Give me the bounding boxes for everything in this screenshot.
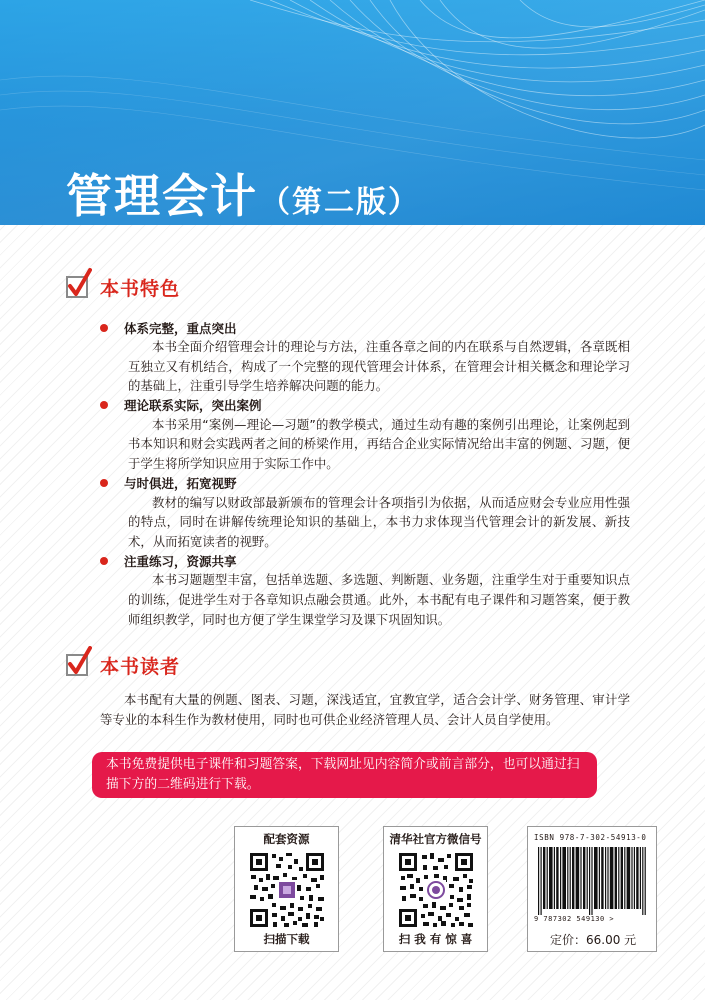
feature-title: 体系完整，重点突出 xyxy=(124,320,237,336)
feature-text: 教材的编写以财政部最新颁布的管理会计各项指引为依据，从而适应财会专业应用性强的特点，同时在讲解传统理论知识的基础上，本书力求体现当代管理会计的新发展、新技术，从而拓宽读者的视野。 xyxy=(128,494,630,549)
feature-text: 本书习题题型丰富，包括单选题、多选题、判断题、业务题，注重学生对于重要知识点的训练，促进学生对于各章知识点融会贯通。此外，本书配有电子课件和习题答案，便于教师组织教学，同时也方便了学生课堂学习及课下巩固知识。 xyxy=(128,572,630,627)
features-list xyxy=(100,318,630,629)
checkmark-icon xyxy=(66,646,92,676)
feature-text: 本书全面介绍管理会计的理论与方法，注重各章之间的内在联系与自然逻辑，各章既相互独立又有机结合，构成了一个完整的现代管理会计体系，在管理会计相关概念和理论学习的基础上，注重引导学生培养解决问题的能力。 xyxy=(128,339,630,394)
book-title xyxy=(66,160,420,223)
qr-wechat-box xyxy=(383,826,488,952)
download-notice: 本书免费提供电子课件和习题答案，下载网址见内容简介或前言部分，也可以通过扫描下方的二维码进行下载。 xyxy=(92,752,597,798)
feature-item xyxy=(100,396,630,474)
feature-title: 与时俱进，拓宽视野 xyxy=(124,476,237,492)
feature-item xyxy=(100,474,630,552)
qr-caption: 扫 我 有 惊 喜 xyxy=(398,932,473,946)
feature-text: 本书采用“案例—理论—习题”的教学模式，通过生动有趣的案例引出理论，让案例起到书本知识和财会实践两者之间的桥梁作用，再结合企业实际情况给出丰富的例题、习题，便于学生将所学知识应用于实际工作中。 xyxy=(128,416,630,471)
feature-item xyxy=(100,551,630,629)
book-edition: （第二版） xyxy=(260,185,420,220)
cover-banner xyxy=(0,0,705,225)
bullet-icon xyxy=(100,324,108,332)
features-heading-label: 本书特色 xyxy=(100,277,181,300)
price-label: 定价：66.00 元 xyxy=(550,933,637,947)
features-heading xyxy=(66,272,180,302)
checkbox-icon xyxy=(66,654,88,676)
qr-label: 配套资源 xyxy=(263,832,310,846)
readers-heading xyxy=(66,650,180,680)
bullet-icon xyxy=(100,401,108,409)
checkbox-icon xyxy=(66,276,88,298)
isbn-number: ISBN 978-7-302-54913-0 xyxy=(534,833,647,842)
isbn-barcode-box xyxy=(527,826,657,952)
book-title-main: 管理会计 xyxy=(66,169,258,223)
qr-code-icon[interactable] xyxy=(248,851,326,929)
bullet-icon xyxy=(100,479,108,487)
qr-resources-box xyxy=(234,826,339,952)
checkmark-icon xyxy=(66,268,92,298)
barcode-icon xyxy=(536,847,650,915)
feature-item xyxy=(100,318,630,396)
feature-title: 理论联系实际，突出案例 xyxy=(124,398,262,414)
bullet-icon xyxy=(100,557,108,565)
qr-caption: 扫描下载 xyxy=(263,932,310,946)
readers-text: 本书配有大量的例题、图表、习题，深浅适宜，宜教宜学，适合会计学、财务管理、审计学等专业的本科生作为教材使用，同时也可供企业经济管理人员、会计人员自学使用。 xyxy=(100,692,630,727)
readers-heading-label: 本书读者 xyxy=(100,655,181,678)
barcode-digits: 9 787302 549130 > xyxy=(534,915,615,923)
feature-title: 注重练习，资源共享 xyxy=(124,553,237,569)
qr-code-icon[interactable] xyxy=(397,851,475,929)
qr-label: 清华社官方微信号 xyxy=(389,832,482,846)
